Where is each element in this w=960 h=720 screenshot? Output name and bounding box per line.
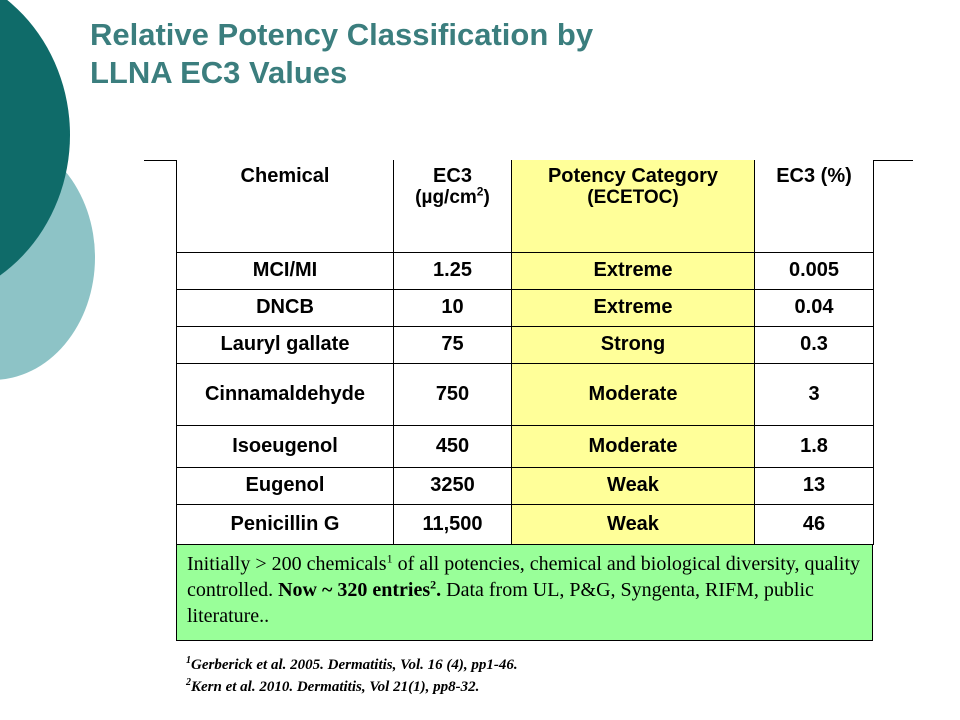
cell-potency: Weak <box>512 504 755 544</box>
cell-chemical: Cinnamaldehyde <box>177 363 394 425</box>
cell-ec3: 450 <box>394 425 512 467</box>
cell-ec3-percent: 46 <box>755 504 874 544</box>
table-header-row <box>177 160 874 252</box>
table-row <box>177 504 874 544</box>
cell-potency: Weak <box>512 467 755 504</box>
cell-ec3: 750 <box>394 363 512 425</box>
cell-ec3: 3250 <box>394 467 512 504</box>
reference-text: Gerberick et al. 2005. Dermatitis, Vol. 16 (4), pp1-46. <box>191 657 518 673</box>
slide-title <box>90 16 593 92</box>
cell-ec3-percent: 13 <box>755 467 874 504</box>
note-footnote-1: 1 <box>386 551 393 566</box>
note-footnote-2: 2 <box>430 577 437 592</box>
cell-potency: Extreme <box>512 252 755 289</box>
cell-ec3: 1.25 <box>394 252 512 289</box>
note-entry-count: Now ~ 320 entries <box>278 579 431 601</box>
cell-chemical: MCI/MI <box>177 252 394 289</box>
cell-potency: Extreme <box>512 289 755 326</box>
dataset-note-box <box>176 544 873 641</box>
cell-potency: Moderate <box>512 425 755 467</box>
reference-text: Kern et al. 2010. Dermatitis, Vol 21(1), pp8-32. <box>191 679 480 695</box>
cell-ec3-percent: 0.005 <box>755 252 874 289</box>
table-top-rule-left <box>144 160 176 161</box>
header-ec3-unit-text: (µg/cm <box>415 187 477 208</box>
cell-ec3-percent: 3 <box>755 363 874 425</box>
reference-number: 1 <box>186 655 191 666</box>
cell-ec3-percent: 0.3 <box>755 326 874 363</box>
header-potency-label: Potency Category <box>547 165 719 187</box>
header-ec3-unit-close: ) <box>483 187 490 208</box>
table-row <box>177 289 874 326</box>
table-row <box>177 363 874 425</box>
cell-ec3: 10 <box>394 289 512 326</box>
table-row <box>177 252 874 289</box>
cell-chemical: DNCB <box>177 289 394 326</box>
header-ec3 <box>394 160 512 252</box>
slide-title-line-2: LLNA EC3 Values <box>90 55 348 90</box>
table-row <box>177 467 874 504</box>
header-potency-category <box>512 160 755 252</box>
note-text-1: Initially > 200 chemicals <box>187 553 387 575</box>
note-text-3: Data from UL, P&G, Syngenta, RIFM, public literature.. <box>187 579 814 627</box>
cell-ec3-percent: 0.04 <box>755 289 874 326</box>
header-ec3-unit-exponent: 2 <box>476 184 484 199</box>
reference-item <box>186 676 518 698</box>
reference-item <box>186 654 518 676</box>
table-row <box>177 425 874 467</box>
potency-table <box>176 160 874 545</box>
cell-potency: Moderate <box>512 363 755 425</box>
cell-ec3: 75 <box>394 326 512 363</box>
header-ec3-unit <box>394 184 511 208</box>
header-ec3-percent: EC3 (%) <box>755 160 874 252</box>
cell-ec3-percent: 1.8 <box>755 425 874 467</box>
cell-chemical: Isoeugenol <box>177 425 394 467</box>
table-row <box>177 326 874 363</box>
cell-chemical: Eugenol <box>177 467 394 504</box>
cell-chemical: Lauryl gallate <box>177 326 394 363</box>
references <box>186 654 518 698</box>
note-text-2: of all potencies, chemical and biological diversity, quality controlled. <box>187 553 861 601</box>
cell-ec3: 11,500 <box>394 504 512 544</box>
table-top-rule-right <box>873 160 913 161</box>
reference-number: 2 <box>186 677 191 688</box>
note-period: . <box>436 579 442 601</box>
slide-title-line-1: Relative Potency Classification by <box>90 17 594 52</box>
header-chemical: Chemical <box>177 160 394 252</box>
header-potency-source: (ECETOC) <box>587 187 679 208</box>
cell-potency: Strong <box>512 326 755 363</box>
cell-chemical: Penicillin G <box>177 504 394 544</box>
header-ec3-label: EC3 <box>433 165 472 187</box>
